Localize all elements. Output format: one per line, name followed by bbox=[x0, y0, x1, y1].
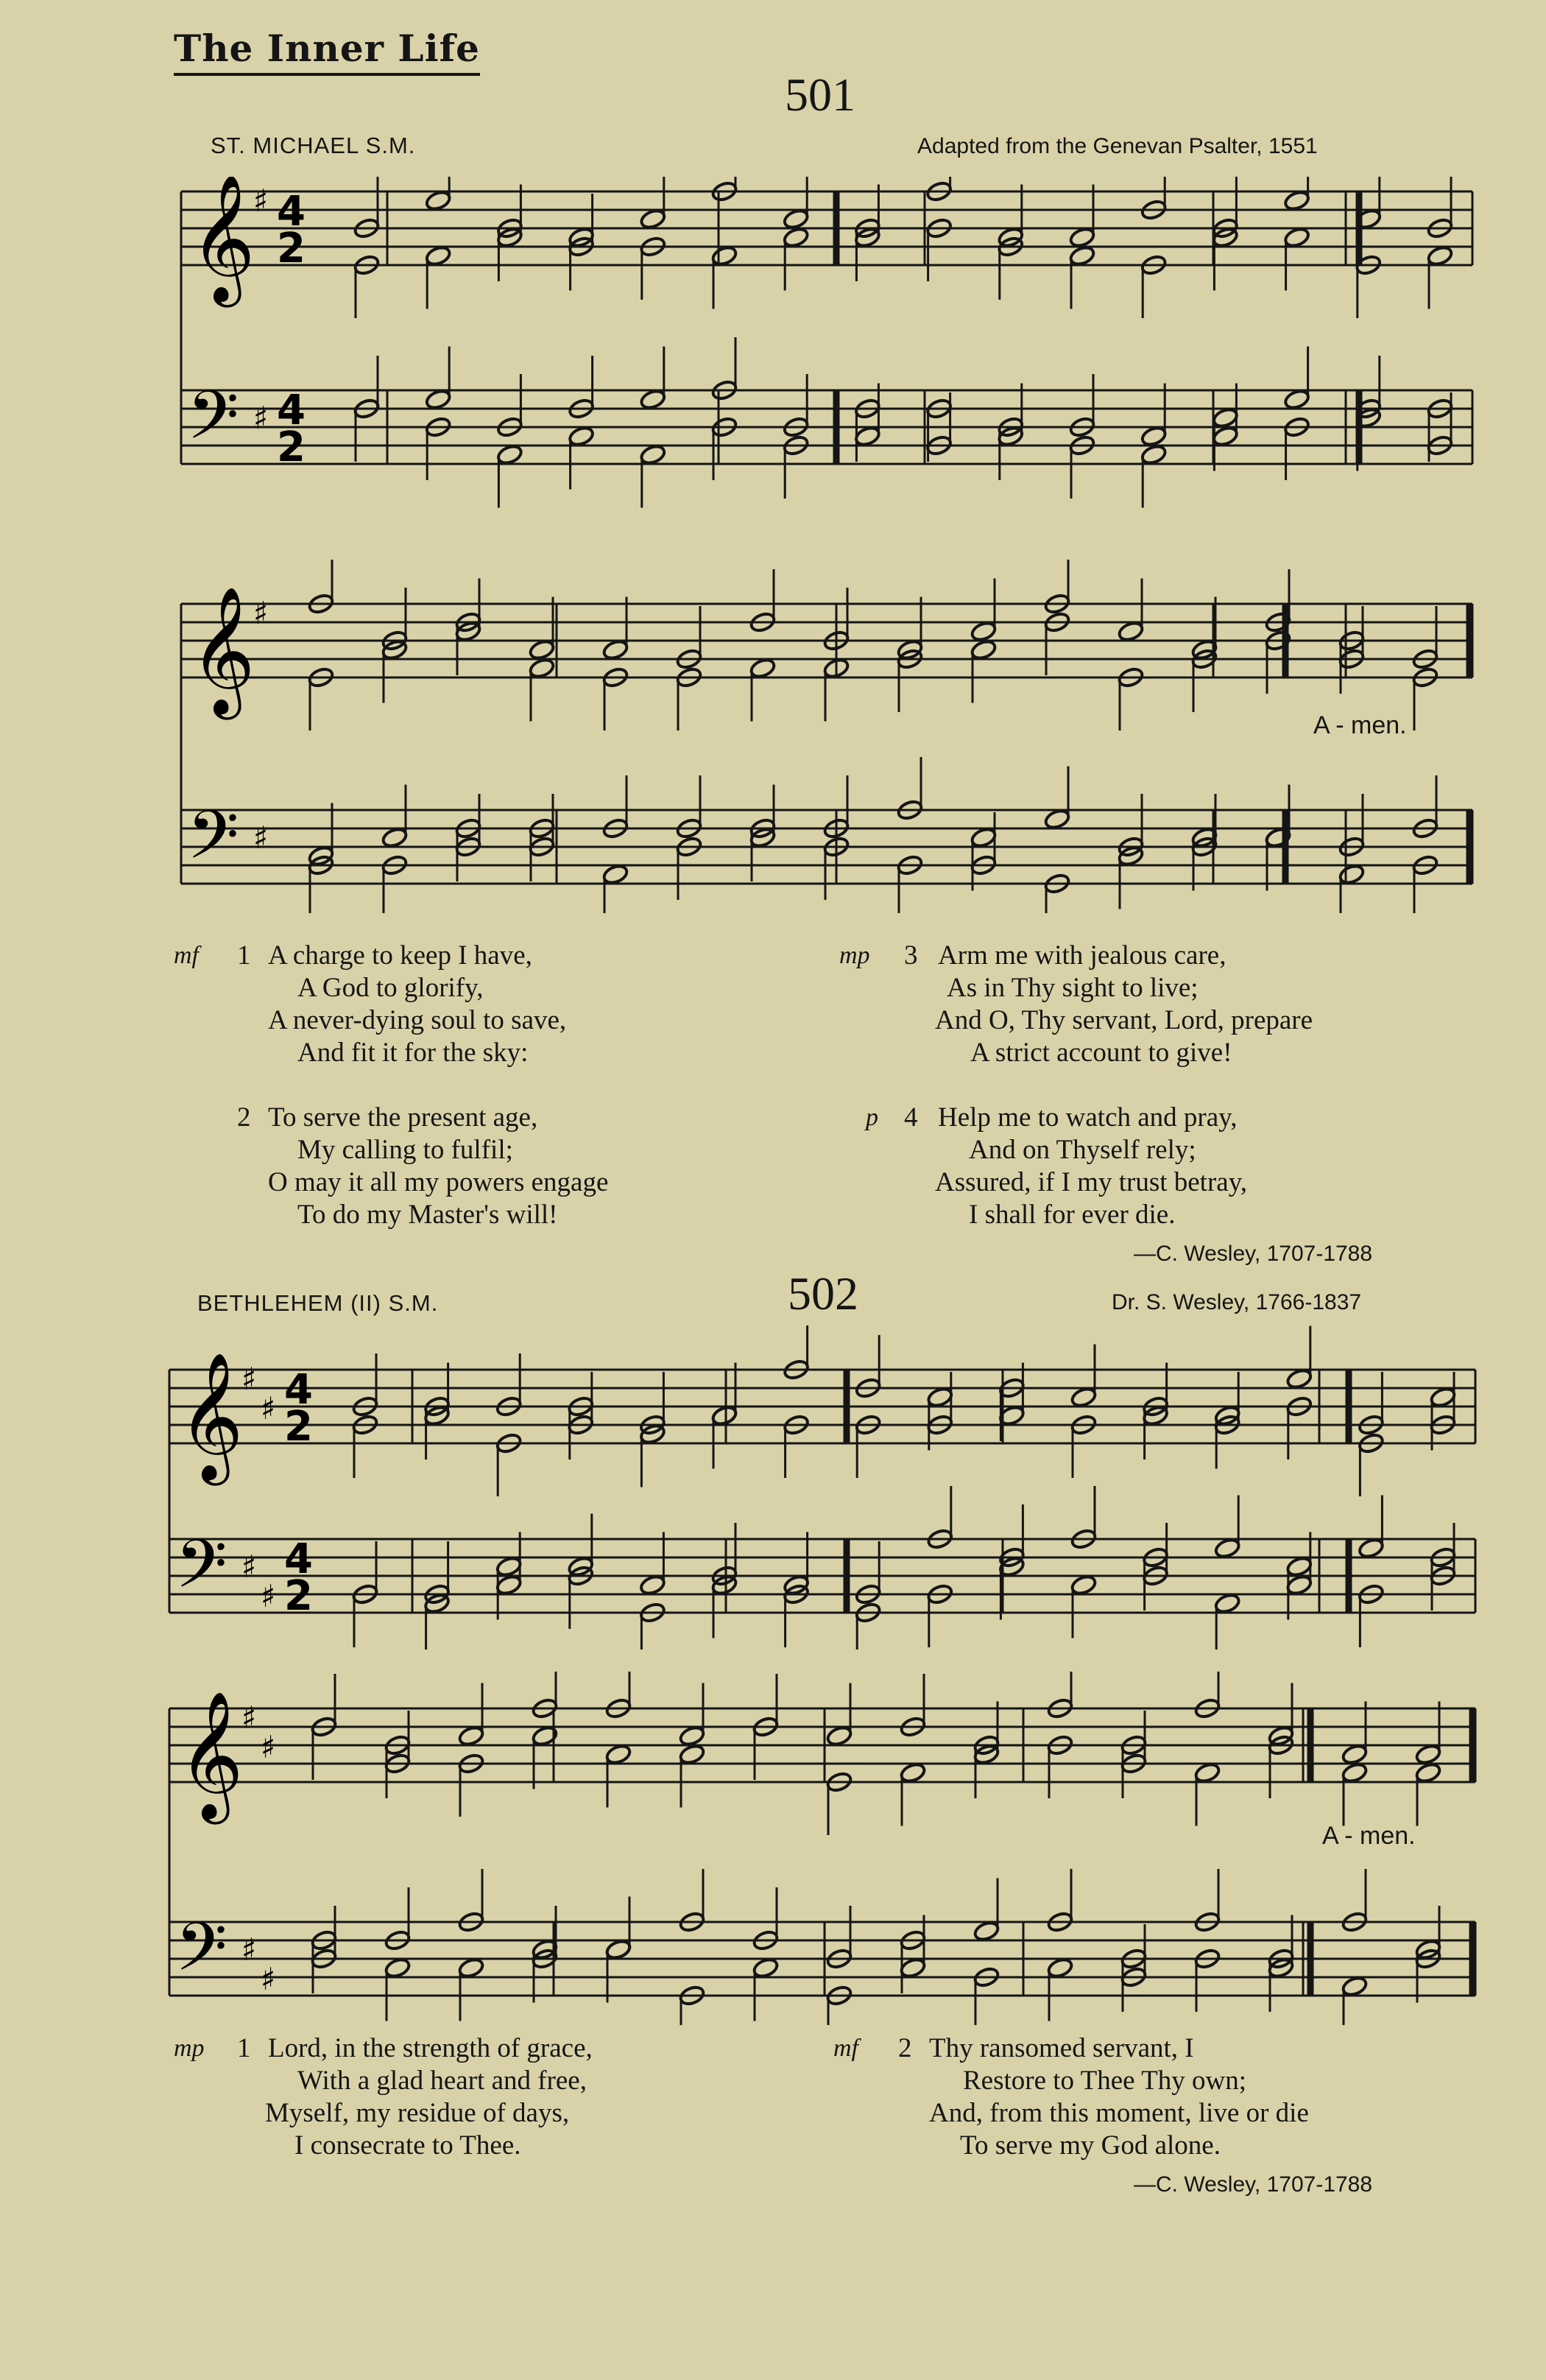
sharp-icon: ♯ bbox=[241, 1361, 257, 1397]
time-signature: 2 bbox=[277, 423, 306, 471]
note-head bbox=[678, 1725, 705, 1747]
note-head bbox=[601, 863, 629, 886]
note-head bbox=[1426, 244, 1453, 267]
sharp-icon: ♯ bbox=[253, 183, 269, 219]
lyric-line: I consecrate to Thee. bbox=[294, 2130, 521, 2161]
note-head bbox=[1046, 1957, 1073, 1979]
note-head bbox=[639, 1574, 666, 1596]
sharp-icon: ♯ bbox=[261, 1578, 276, 1614]
note-head bbox=[604, 1938, 632, 1961]
note-head bbox=[528, 638, 555, 661]
note-head bbox=[425, 189, 452, 212]
note-head bbox=[899, 1957, 926, 1979]
lyric-line: And on Thyself rely; bbox=[969, 1135, 1196, 1165]
note-head bbox=[495, 1555, 523, 1578]
treble-clef-icon: 𝄞 bbox=[190, 177, 255, 302]
tune-name: ST. MICHAEL S.M. bbox=[211, 133, 416, 158]
lyric-line: A God to glorify, bbox=[297, 973, 484, 1003]
note-head bbox=[1358, 1537, 1385, 1560]
time-signature: 4 bbox=[284, 1366, 313, 1414]
lyric-line: A strict account to give! bbox=[970, 1038, 1232, 1068]
lyric-line: To serve the present age, bbox=[268, 1102, 538, 1133]
note-head bbox=[1070, 1386, 1097, 1409]
sharp-icon: ♯ bbox=[241, 1700, 257, 1736]
lyric-line: To serve my God alone. bbox=[960, 2130, 1221, 2161]
note-head bbox=[1414, 1743, 1441, 1766]
lyric-line: Myself, my residue of days, bbox=[265, 2098, 570, 2128]
note-head bbox=[1285, 1574, 1313, 1596]
sharp-icon: ♯ bbox=[241, 1549, 257, 1585]
dynamic-mark: mf bbox=[174, 942, 199, 969]
stanza-number: 2 bbox=[898, 2033, 912, 2063]
lyric-line: Arm me with jealous care, bbox=[938, 940, 1226, 971]
note-head bbox=[639, 208, 666, 230]
hymn-number-501: 501 bbox=[785, 68, 855, 121]
tune-source: Adapted from the Genevan Psalter, 1551 bbox=[917, 134, 1318, 158]
note-head bbox=[1212, 425, 1239, 448]
stanza-number: 1 bbox=[237, 2033, 251, 2063]
dynamic-mark: p bbox=[866, 1104, 878, 1131]
note-head bbox=[1212, 406, 1239, 429]
note-head bbox=[1140, 443, 1168, 466]
note-head bbox=[1285, 1367, 1313, 1390]
time-signature: 2 bbox=[284, 1572, 313, 1620]
stanza-501-2 bbox=[174, 1102, 836, 1231]
sharp-icon: ♯ bbox=[253, 820, 269, 856]
music-system-501-a bbox=[174, 177, 1477, 515]
note-head bbox=[495, 1574, 523, 1596]
note-head bbox=[1429, 1386, 1456, 1409]
note-head bbox=[1338, 863, 1365, 886]
note-head bbox=[1140, 425, 1168, 448]
stanza-501-3 bbox=[839, 940, 1502, 1069]
note-head bbox=[783, 208, 810, 230]
note-head bbox=[528, 657, 555, 680]
note-head bbox=[381, 826, 408, 849]
note-head bbox=[1341, 1761, 1368, 1784]
time-signature: 4 bbox=[277, 387, 306, 434]
bass-clef-icon: 𝄢 bbox=[175, 1525, 227, 1619]
note-head bbox=[1341, 1743, 1368, 1766]
note-head bbox=[568, 425, 595, 448]
hymn-number-502: 502 bbox=[788, 1267, 858, 1320]
time-signature: 4 bbox=[284, 1535, 313, 1583]
note-head bbox=[1070, 1574, 1097, 1596]
note-head bbox=[604, 1743, 632, 1766]
music-system-502-a bbox=[162, 1325, 1480, 1650]
note-head bbox=[1117, 620, 1144, 643]
time-signature: 2 bbox=[284, 1403, 313, 1451]
lyric-line: A charge to keep I have, bbox=[268, 940, 532, 971]
stanza-501-4 bbox=[839, 1102, 1502, 1231]
note-head bbox=[1341, 1975, 1368, 1998]
stanza-number: 3 bbox=[904, 940, 918, 971]
lyric-line: O may it all my powers engage bbox=[268, 1167, 609, 1197]
note-head bbox=[970, 826, 997, 849]
note-head bbox=[639, 388, 666, 411]
note-head bbox=[601, 638, 629, 661]
note-head bbox=[1283, 226, 1310, 249]
lyric-line: As in Thy sight to live; bbox=[947, 973, 1199, 1003]
section-title: The Inner Life bbox=[174, 27, 480, 76]
stanza-number: 4 bbox=[904, 1102, 918, 1133]
bass-clef-icon: 𝄢 bbox=[187, 796, 239, 890]
dynamic-mark: mp bbox=[174, 2035, 205, 2062]
note-head bbox=[970, 638, 997, 661]
lyric-line: My calling to fulfil; bbox=[297, 1135, 513, 1165]
lyric-line: Restore to Thee Thy own; bbox=[963, 2066, 1247, 2096]
note-head bbox=[1285, 1555, 1313, 1578]
stanza-501-1 bbox=[174, 940, 836, 1069]
dynamic-mark: mf bbox=[833, 2035, 858, 2062]
note-head bbox=[1414, 1761, 1441, 1784]
lyric-line: Thy ransomed servant, I bbox=[929, 2033, 1194, 2063]
lyric-line: Assured, if I my trust betray, bbox=[935, 1167, 1248, 1197]
lyric-line: With a glad heart and free, bbox=[297, 2066, 587, 2096]
note-head bbox=[973, 1920, 1000, 1943]
stanza-number: 2 bbox=[237, 1102, 251, 1133]
treble-clef-icon: 𝄞 bbox=[178, 1691, 244, 1819]
time-signature: 2 bbox=[277, 225, 306, 272]
music-system-502-b bbox=[162, 1672, 1480, 2025]
lyric-line: A never-dying soul to save, bbox=[268, 1005, 567, 1035]
sharp-icon: ♯ bbox=[241, 1932, 257, 1968]
dynamic-mark: mp bbox=[839, 942, 870, 969]
note-head bbox=[457, 1957, 484, 1979]
sharp-icon: ♯ bbox=[261, 1729, 276, 1765]
note-head bbox=[783, 226, 810, 249]
lyric-line: I shall for ever die. bbox=[969, 1200, 1176, 1230]
note-head bbox=[1283, 189, 1310, 212]
tune-source: Dr. S. Wesley, 1766-1837 bbox=[1112, 1290, 1362, 1314]
note-head bbox=[425, 388, 452, 411]
stanza-502-1 bbox=[174, 2032, 836, 2162]
note-head bbox=[1283, 388, 1310, 411]
sharp-icon: ♯ bbox=[261, 1390, 276, 1426]
note-head bbox=[1043, 808, 1070, 831]
note-head bbox=[1068, 226, 1095, 249]
lyric-line: And fit it for the sky: bbox=[297, 1038, 529, 1068]
author-credit-501: —C. Wesley, 1707-1788 bbox=[1134, 1242, 1373, 1266]
note-head bbox=[1214, 1537, 1241, 1560]
note-head bbox=[825, 1725, 853, 1747]
note-head bbox=[1193, 1761, 1221, 1784]
note-head bbox=[678, 1743, 705, 1766]
sharp-icon: ♯ bbox=[253, 595, 269, 631]
note-head bbox=[496, 443, 523, 466]
amen-501: A - men. bbox=[1313, 711, 1407, 739]
note-head bbox=[899, 1761, 926, 1784]
lyric-line: To do my Master's will! bbox=[297, 1200, 558, 1230]
lyric-line: And O, Thy servant, Lord, prepare bbox=[935, 1005, 1313, 1035]
stanza-number: 1 bbox=[237, 940, 251, 971]
sharp-icon: ♯ bbox=[261, 1961, 276, 1997]
treble-clef-icon: 𝄞 bbox=[178, 1352, 244, 1480]
sharp-icon: ♯ bbox=[253, 400, 269, 436]
note-head bbox=[710, 244, 738, 267]
note-head bbox=[384, 1957, 411, 1979]
lyric-line: Lord, in the strength of grace, bbox=[268, 2033, 593, 2063]
note-head bbox=[970, 620, 997, 643]
note-head bbox=[457, 1725, 484, 1747]
note-head bbox=[749, 657, 776, 680]
note-head bbox=[752, 1957, 779, 1979]
treble-clef-icon: 𝄞 bbox=[190, 586, 255, 714]
note-head bbox=[1068, 244, 1095, 267]
lyric-line: And, from this moment, live or die bbox=[929, 2098, 1309, 2128]
bass-clef-icon: 𝄢 bbox=[187, 376, 239, 471]
bass-clef-icon: 𝄢 bbox=[175, 1908, 227, 2002]
lyric-line: Help me to watch and pray, bbox=[938, 1102, 1238, 1133]
note-head bbox=[710, 1404, 738, 1427]
amen-502: A - men. bbox=[1322, 1822, 1416, 1850]
note-head bbox=[1214, 1592, 1241, 1615]
note-head bbox=[926, 1386, 953, 1409]
stanza-502-2 bbox=[833, 2032, 1496, 2162]
note-head bbox=[639, 443, 666, 466]
author-credit-502: —C. Wesley, 1707-1788 bbox=[1134, 2172, 1373, 2197]
music-system-501-b bbox=[174, 560, 1477, 913]
time-signature: 4 bbox=[277, 188, 306, 236]
tune-name: BETHLEHEM (II) S.M. bbox=[197, 1290, 439, 1316]
note-head bbox=[854, 425, 881, 448]
note-head bbox=[425, 244, 452, 267]
